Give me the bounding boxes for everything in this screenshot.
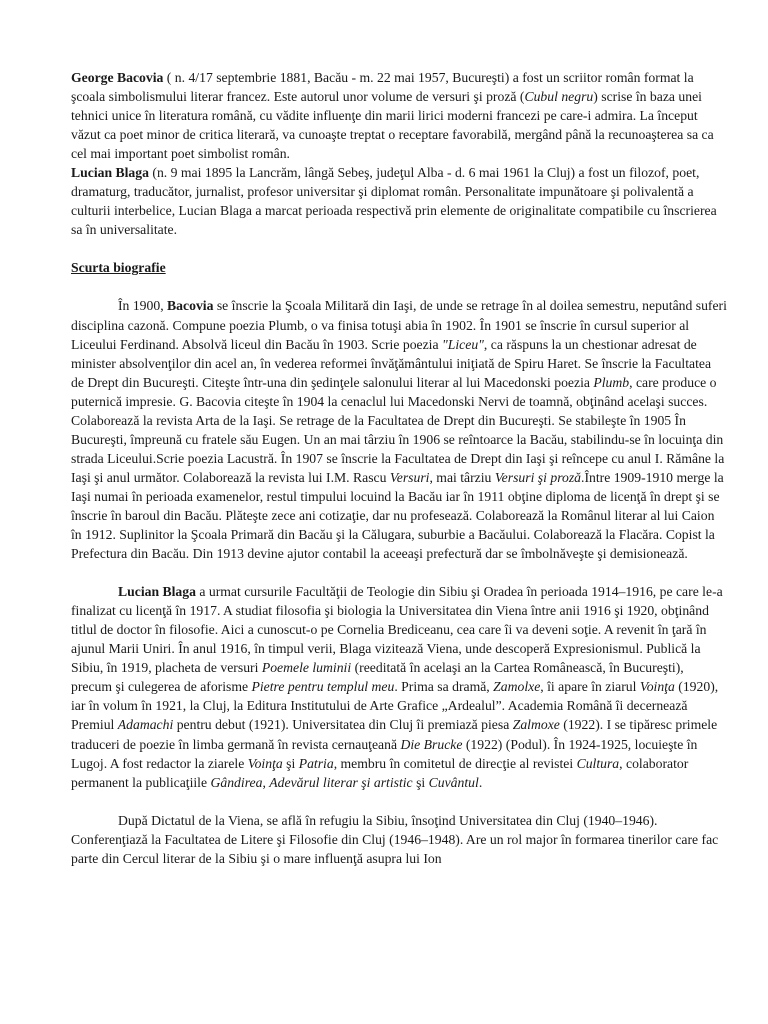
bacovia-work-title: Cubul negru [524, 89, 594, 105]
text-run: , colaborator permanent la publicaţiile [71, 755, 689, 790]
poem-title-liceu: "Liceu" [442, 336, 484, 352]
text-run: , [262, 774, 270, 790]
text-run: . [478, 774, 483, 790]
document-page [71, 68, 727, 887]
text-run: , membru în comitetul de direcţie al revistei [333, 755, 577, 771]
journal-title-versuri-proza: Versuri şi proză [494, 469, 582, 485]
newspaper-title-vointa: Voinţa [639, 679, 675, 695]
work-title-poemele-luminii: Poemele luminii [261, 660, 352, 676]
bacovia-intro-text-cont: ) scrise în baza unei tehnici unice în literatura română, cu vădite influenţe din marii lirici moderni francezi pe care-i admira. La început văzut ca poet minor de critica literară, va cunoaşte treptat o receptare favorabilă, mergând până la recunoaşterea sa ca cel mai important poet simbolist român. [71, 89, 714, 162]
blaga-name-bold: Lucian Blaga [118, 584, 196, 600]
text-run: (1922) (Podul). În 1924-1925, locuieşte în Lugoj. A fost redactor la ziarele [71, 736, 698, 771]
work-title-zamolxe: Zamolxe [493, 679, 541, 695]
blaga-biography-paragraph [71, 582, 727, 792]
text-run: , mai târziu [429, 469, 495, 485]
poem-title-plumb: Plumb [593, 374, 630, 390]
journal-title-cultura: Cultura [576, 755, 620, 771]
text-run: , care produce o puternică impresie. G. Bacovia citeşte în 1904 la cenaclul lui Macedonski Nervi de toamnă, obţinând acelaşi succes. Colaborează la revista Arta de la Iaşi. Se retrage de la Facultatea de Drept din Bucureşti. Se stabileşte în 1905 În Bucureşti, împreună cu fratele său Eugen. Un an mai târziu în 1906 se reîntoarce la Bacău, stabilindu-se în locuinţa din strada Liceului.Scrie poezia Lacustră. În 1907 se înscrie la Facultatea de Drept din Iaşi şi reîncepe cu anul I. Rămâne la Iaşi şi anul următor. Colaborează la revista lui I.M. Rascu [71, 374, 725, 485]
text-run: .Între 1909-1910 merge la Iaşi numai în perioada examenelor, restul timpului locuind la Bacău iar în 1911 obţine diploma de licenţă în drept şi se înscrie în baroul din Bacău. Plăteşte zece ani cotizaţie, dar nu profesează. Colaborează la Românul literar al lui Caion în 1912. Suplinitor la Şcoala Primară din Bacău şi la Călugara, suburbie a Bacăului. Colaborează la Flacăra. Copist la Prefectura din Bacău. Din 1913 devine ajutor contabil la aceeaşi prefectură dar se îmbolnăveşte şi demisionează. [71, 469, 724, 562]
work-title-zalmoxe: Zalmoxe [512, 717, 560, 733]
text-run: se înscrie la Şcoala Militară din Iaşi, de unde se retrage în al doilea semestru, neputând suferi disciplina cazonă. Compune poezia Plumb, o va finisa totuşi abia în 1902. În 1901 se înscrie în cursul superior al Liceului Ferdinand. Absolvă liceul din Bacău în 1903. Scrie poezia [71, 298, 727, 352]
newspaper-title-patria: Patria [298, 755, 334, 771]
text-run: (1922). I se tipăresc primele traduceri de poezie în limba germană în revista cernauţeană [71, 717, 718, 752]
journal-title-cuvantul: Cuvântul [428, 774, 479, 790]
blaga-refuge-paragraph: După Dictatul de la Viena, se află în refugiu la Sibiu, însoţind Universitatea din Cluj (1940–1946). Conferenţiază la Facultatea de Litere şi Filosofie din Cluj (1946–1948). Are un rol major în formarea tinerilor care fac parte din Cercul literar de la Sibiu şi o mare influenţă asupra lui Ion [71, 812, 719, 866]
text-run: . Prima sa dramă, [394, 679, 494, 695]
section-heading: Scurta biografie [71, 260, 166, 276]
journal-title-gandirea: Gândirea [210, 774, 263, 790]
blaga-intro-text: (n. 9 mai 1895 la Lancrăm, lângă Sebeş, judeţul Alba - d. 6 mai 1961 la Cluj) a fost un filozof, poet, dramaturg, traducător, jurnalist, profesor universitar şi diplomat român. Personalitate impunătoare şi polivalentă a culturii interbelice, Lucian Blaga a marcat perioada respectivă prin elemente de originalitate compatibile cu înscrierea sa în universalitate. [71, 165, 717, 238]
journal-title-adevarul: Adevărul literar şi artistic [269, 774, 413, 790]
bacovia-biography-paragraph [71, 296, 727, 563]
work-title-pietre: Pietre pentru templul meu [251, 679, 395, 695]
text-run: , îi apare în ziarul [540, 679, 640, 695]
intro-paragraph [71, 68, 727, 239]
bacovia-name-bold: Bacovia [167, 298, 214, 314]
text-run: şi [282, 755, 299, 771]
journal-title-versuri: Versuri [389, 469, 430, 485]
text-run: şi [412, 774, 429, 790]
journal-title-die-brucke: Die Brucke [400, 736, 463, 752]
newspaper-title-vointa: Voinţa [247, 755, 283, 771]
prize-name-adamachi: Adamachi [117, 717, 174, 733]
text-run: (reeditată în acelaşi an la Cartea Românească, în Bucureşti), precum şi culegerea de aforisme [71, 660, 684, 695]
bacovia-intro-text: ( n. 4/17 septembrie 1881, Bacău - m. 22 mai 1957, Bucureşti) a fost un scriitor român format la şcoala simbolismului literar francez. Este autorul unor volume de versuri şi proză ( [71, 70, 694, 105]
blaga-name: Lucian Blaga [71, 165, 149, 181]
bacovia-name: George Bacovia [71, 70, 164, 85]
text-run: , ca răspuns la un chestionar adresat de minister absolvenţilor din acel an, în vederea reformei învăţământului iniţiată de Spiru Haret. Se înscrie la Facultatea de Drept din Bucureşti. Citeşte într-una din şedinţele salonului literar al lui Macedonski poezia [71, 336, 712, 390]
text-run: pentru debut (1921). Universitatea din Cluj îi premiază piesa [173, 717, 513, 733]
text-run: a urmat cursurile Facultăţii de Teologie din Sibiu şi Oradea în perioada 1914–1916, pe care le-a finalizat cu licenţă în 1917. A studiat filosofia şi biologia la Universitatea din Viena între anii 1916 şi 1920, obţinând titlul de doctor în filosofie. Aici a cunoscut-o pe Cornelia Brediceanu, cea care îi va deveni soţie. A revenit în ţară în ajunul Marii Uniri. În anul 1916, în timpul verii, Blaga vizitează Viena, unde descoperă Expresionismul. Publică la Sibiu, în 1919, placheta de versuri [71, 584, 723, 676]
text-run: (1920), iar în volum în 1921, la Cluj, la Editura Institutului de Arte Grafice „Ardealul”. Academia Română îi decernează Premiul [71, 679, 719, 733]
text-run: În 1900, [118, 298, 168, 314]
